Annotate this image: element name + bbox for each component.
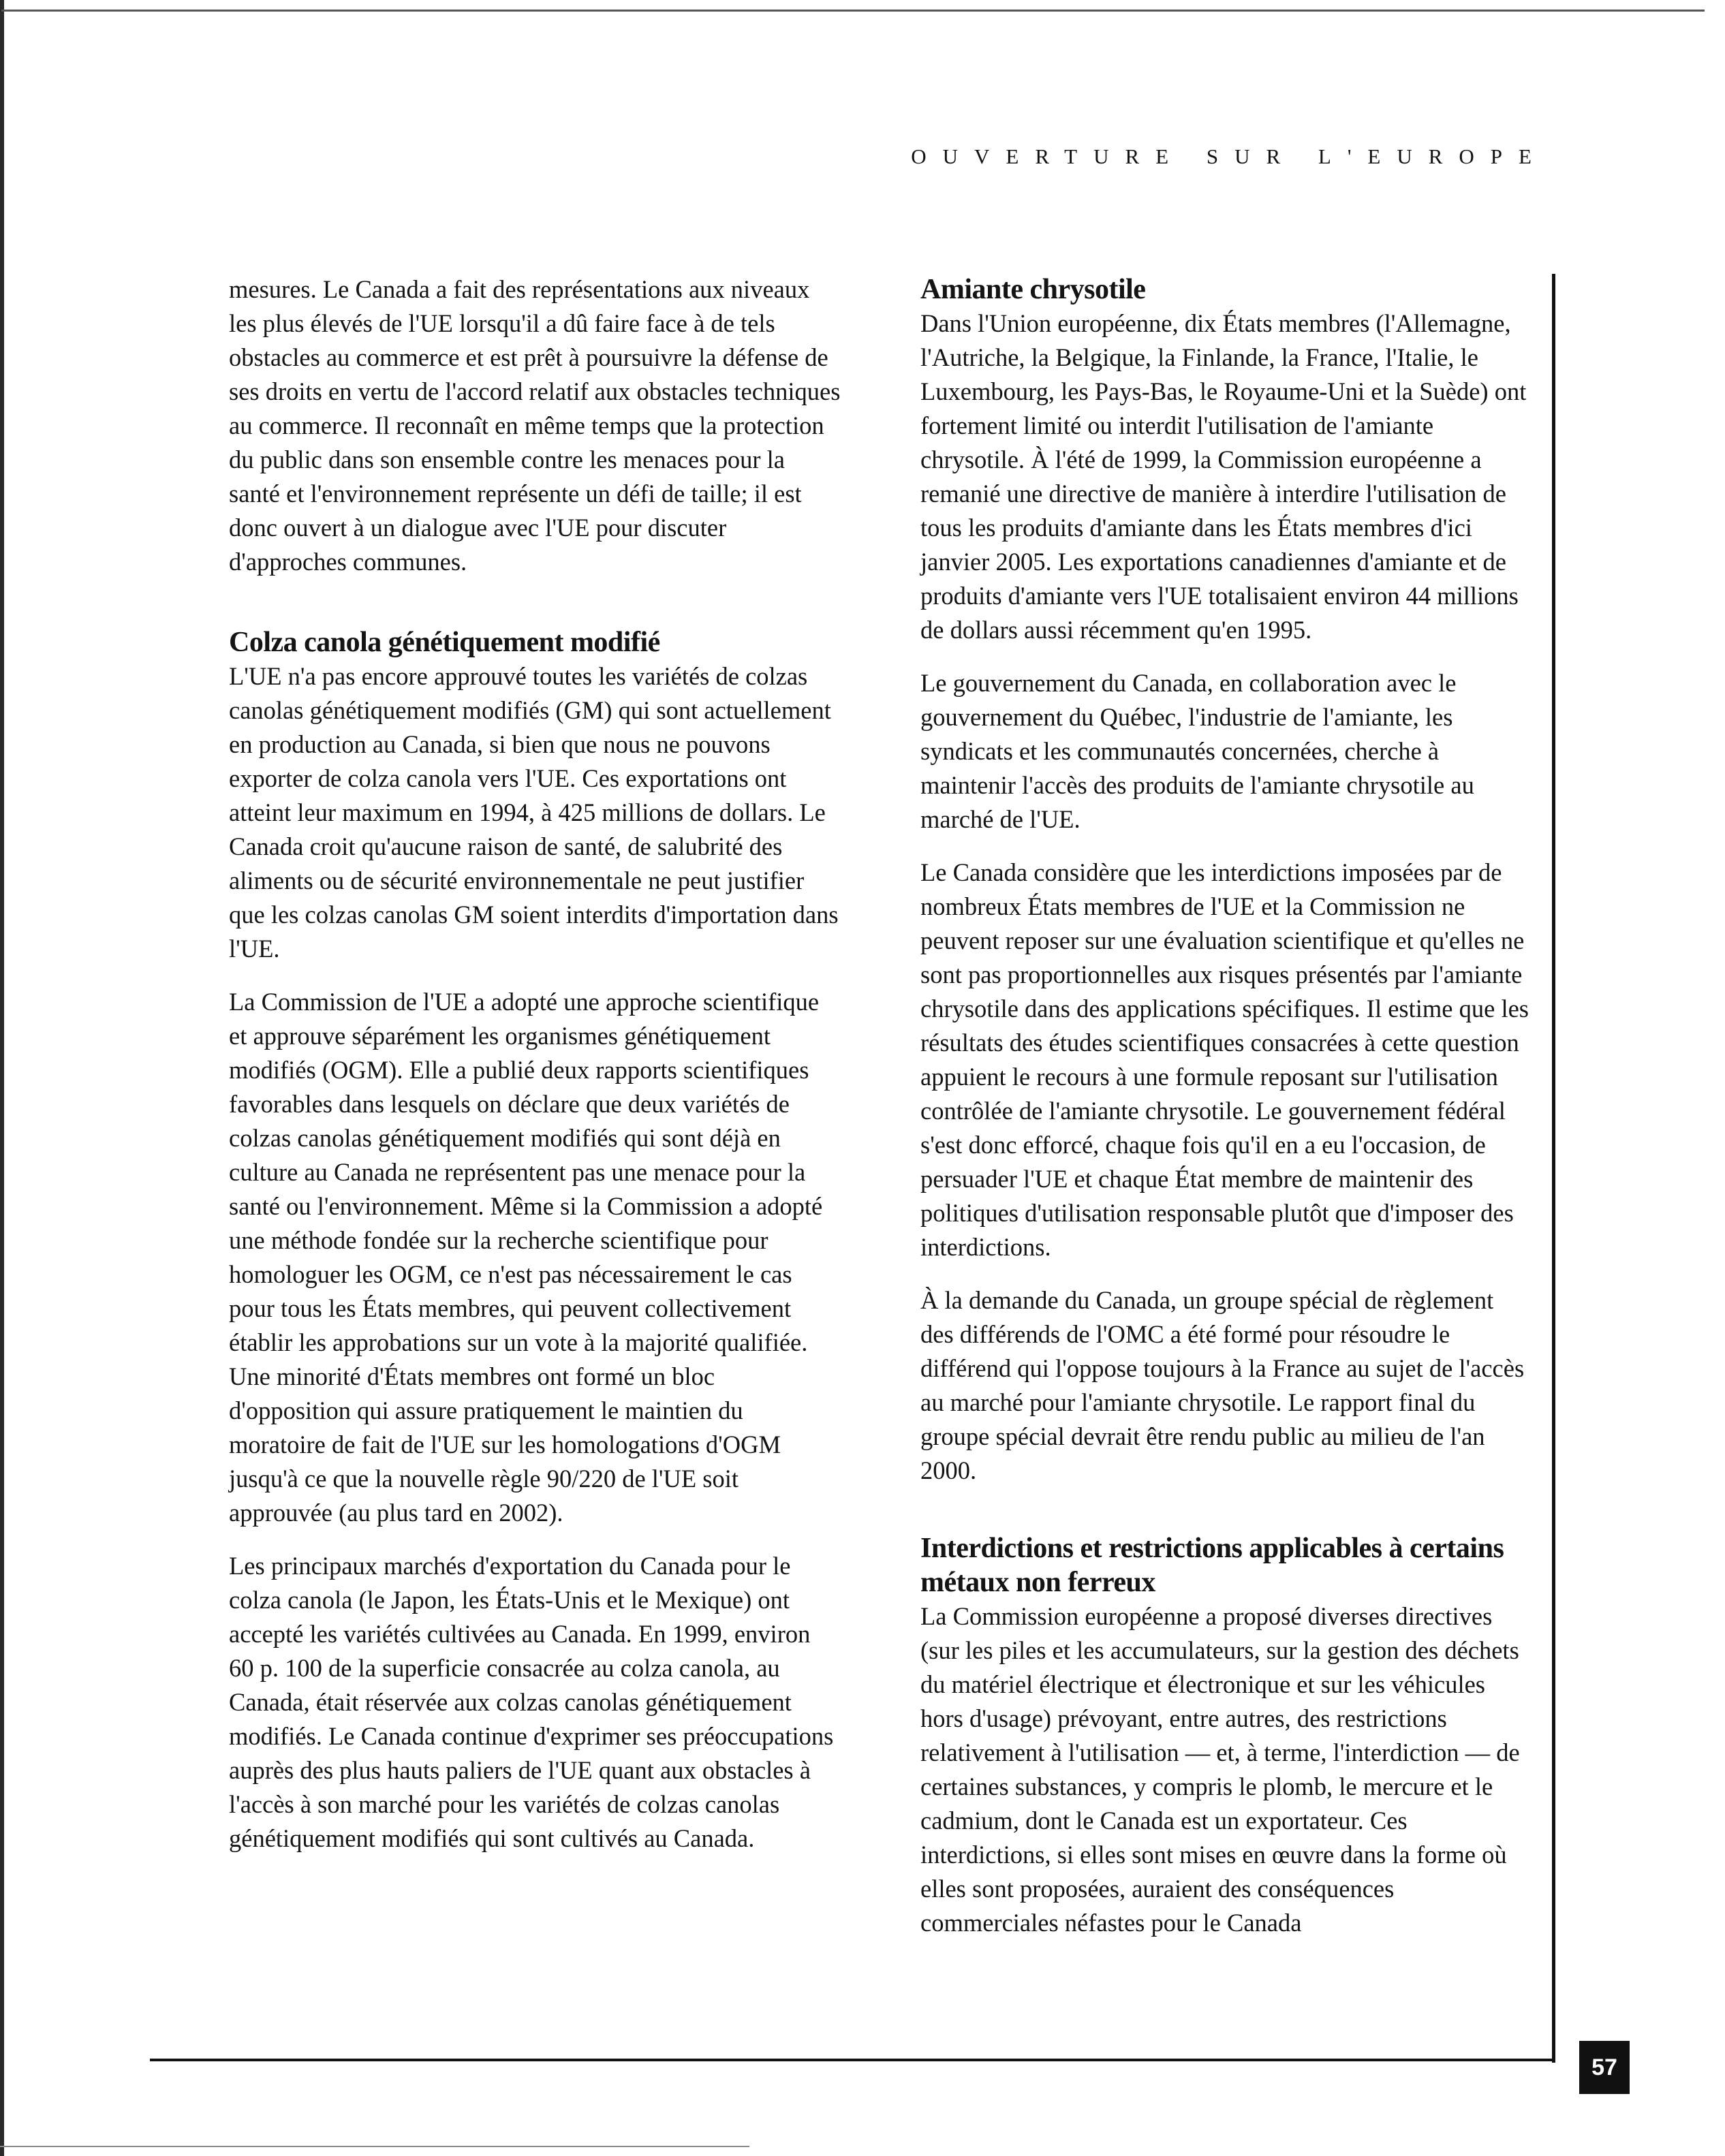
running-head: OUVERTURE SUR L'EUROPE [911, 144, 1548, 168]
bottom-edge-rule [0, 2146, 749, 2147]
canola-paragraph-3: Les principaux marchés d'exportation du Canada pour le colza canola (le Japon, les États-Unis et le Mexique) ont accepté les variétés cultivées au Canada. En 1999, environ 60 p. 100 de la superficie consacrée au colza canola, au Canada, était réservée aux colzas canolas génétiquement modifiés. Le Canada continue d'exprimer ses préoccupations auprès des plus hauts paliers de l'UE quant aux obstacles à l'accès à son marché pour les variétés de colzas canolas génétiquement modifiés qui sont cultivés au Canada. [229, 1552, 834, 1852]
asbestos-paragraph-3: Le Canada considère que les interdictions imposées par de nombreux États membres de l'UE et la Commission ne peuvent reposer sur une évaluation scientifique et qu'elles ne sont pas proportionnelles aux risques présentés par l'amiante chrysotile dans des applications spécifiques. Il estime que les résultats des études scientifiques consacrées à cette question appuient le recours à une formule reposant sur l'utilisation contrôlée de l'amiante chrysotile. Le gouvernement fédéral s'est donc efforcé, chaque fois qu'il en a eu l'occasion, de persuader l'UE et chaque État membre de maintenir des politiques d'utilisation responsable plutôt que d'imposer des interdictions. [920, 858, 1529, 1261]
bottom-horizontal-rule [150, 2059, 1555, 2061]
metals-paragraph-1: La Commission européenne a proposé diverses directives (sur les piles et les accumulateurs, sur la gestion des déchets du matériel électrique et électronique et sur les véhicules hors d'usage) prévoyant, entre autres, des restrictions relativement à l'utilisation — et, à terme, l'interdiction — de certaines substances, y compris le plomb, le mercure et le cadmium, dont le Canada est un exportateur. Ces interdictions, si elles sont mises en œuvre dans la forme où elles sont proposées, auraient des conséquences commerciales néfastes pour le Canada [920, 1602, 1520, 1937]
canola-paragraph-1: L'UE n'a pas encore approuvé toutes les variétés de colzas canolas génétiquement modifiés (GM) qui sont actuellement en production au Canada, si bien que nous ne pouvons exporter de colza canola vers l'UE. Ces exportations ont atteint leur maximum en 1994, à 425 millions de dollars. Le Canada croit qu'aucune raison de santé, de salubrité des aliments ou de sécurité environnementale ne peut justifier que les colzas canolas GM soient interdits d'importation dans l'UE. [229, 662, 839, 963]
top-edge-rule [1, 10, 1705, 12]
section-heading-metals: Interdictions et restrictions applicables à certains métaux non ferreux [920, 1533, 1504, 1598]
intro-paragraph: mesures. Le Canada a fait des représentations aux niveaux les plus élevés de l'UE lorsqu'il a dû faire face à de tels obstacles au commerce et est prêt à poursuivre la défense de ses droits en vertu de l'accord relatif aux obstacles techniques au commerce. Il reconnaît en même temps que la protection du public dans son ensemble contre les menaces pour la santé et l'environnement représente un défi de taille; il est donc ouvert à un dialogue avec l'UE pour discuter d'approches communes. [229, 275, 841, 576]
right-vertical-rule [1552, 274, 1555, 2063]
asbestos-paragraph-2: Le gouvernement du Canada, en collaboration avec le gouvernement du Québec, l'industrie de l'amiante, les syndicats et les communautés concernées, cherche à maintenir l'accès des produits de l'amiante chrysotile au marché de l'UE. [920, 669, 1474, 833]
canola-paragraph-2: La Commission de l'UE a adopté une approche scientifique et approuve séparément les organismes génétiquement modifiés (OGM). Elle a publié deux rapports scientifiques favorables dans lesquels on déclare que deux variétés de colzas canolas génétiquement modifiés qui sont déjà en culture au Canada ne représentent pas une menace pour la santé ou l'environnement. Même si la Commission a adopté une méthode fondée sur la recherche scientifique pour homologuer les OGM, ce n'est pas nécessairement le cas pour tous les États membres, qui peuvent collectivement établir les approbations sur un vote à la majorité qualifiée. Une minorité d'États membres ont formé un bloc d'opposition qui assure pratiquement le maintien du moratoire de fait de l'UE sur les homologations d'OGM jusqu'à ce que la nouvelle règle 90/220 de l'UE soit approuvée (au plus tard en 2002). [229, 988, 823, 1527]
left-column [229, 272, 841, 1875]
section-heading-canola: Colza canola génétiquement modifié [229, 627, 660, 658]
asbestos-paragraph-4: À la demande du Canada, un groupe spécial de règlement des différends de l'OMC a été formé pour résoudre le différend qui l'oppose toujours à la France au sujet de l'accès au marché pour l'amiante chrysotile. Le rapport final du groupe spécial devrait être rendu public au milieu de l'an 2000. [920, 1286, 1525, 1484]
asbestos-paragraph-1: Dans l'Union européenne, dix États membres (l'Allemagne, l'Autriche, la Belgique, la Finlande, la France, l'Italie, le Luxembourg, les Pays-Bas, le Royaume-Uni et la Suède) ont fortement limité ou interdit l'utilisation de l'amiante chrysotile. À l'été de 1999, la Commission européenne a remanié une directive de manière à interdire l'utilisation de tous les produits d'amiante dans les États membres d'ici janvier 2005. Les exportations canadiennes d'amiante et de produits d'amiante vers l'UE totalisaient environ 44 millions de dollars aussi récemment qu'en 1995. [920, 309, 1527, 644]
right-column [920, 272, 1530, 1959]
page-number: 57 [1591, 2054, 1617, 2080]
page-binding-edge [0, 0, 4, 2156]
section-heading-asbestos: Amiante chrysotile [920, 274, 1146, 305]
page-number-badge [1579, 2041, 1630, 2094]
